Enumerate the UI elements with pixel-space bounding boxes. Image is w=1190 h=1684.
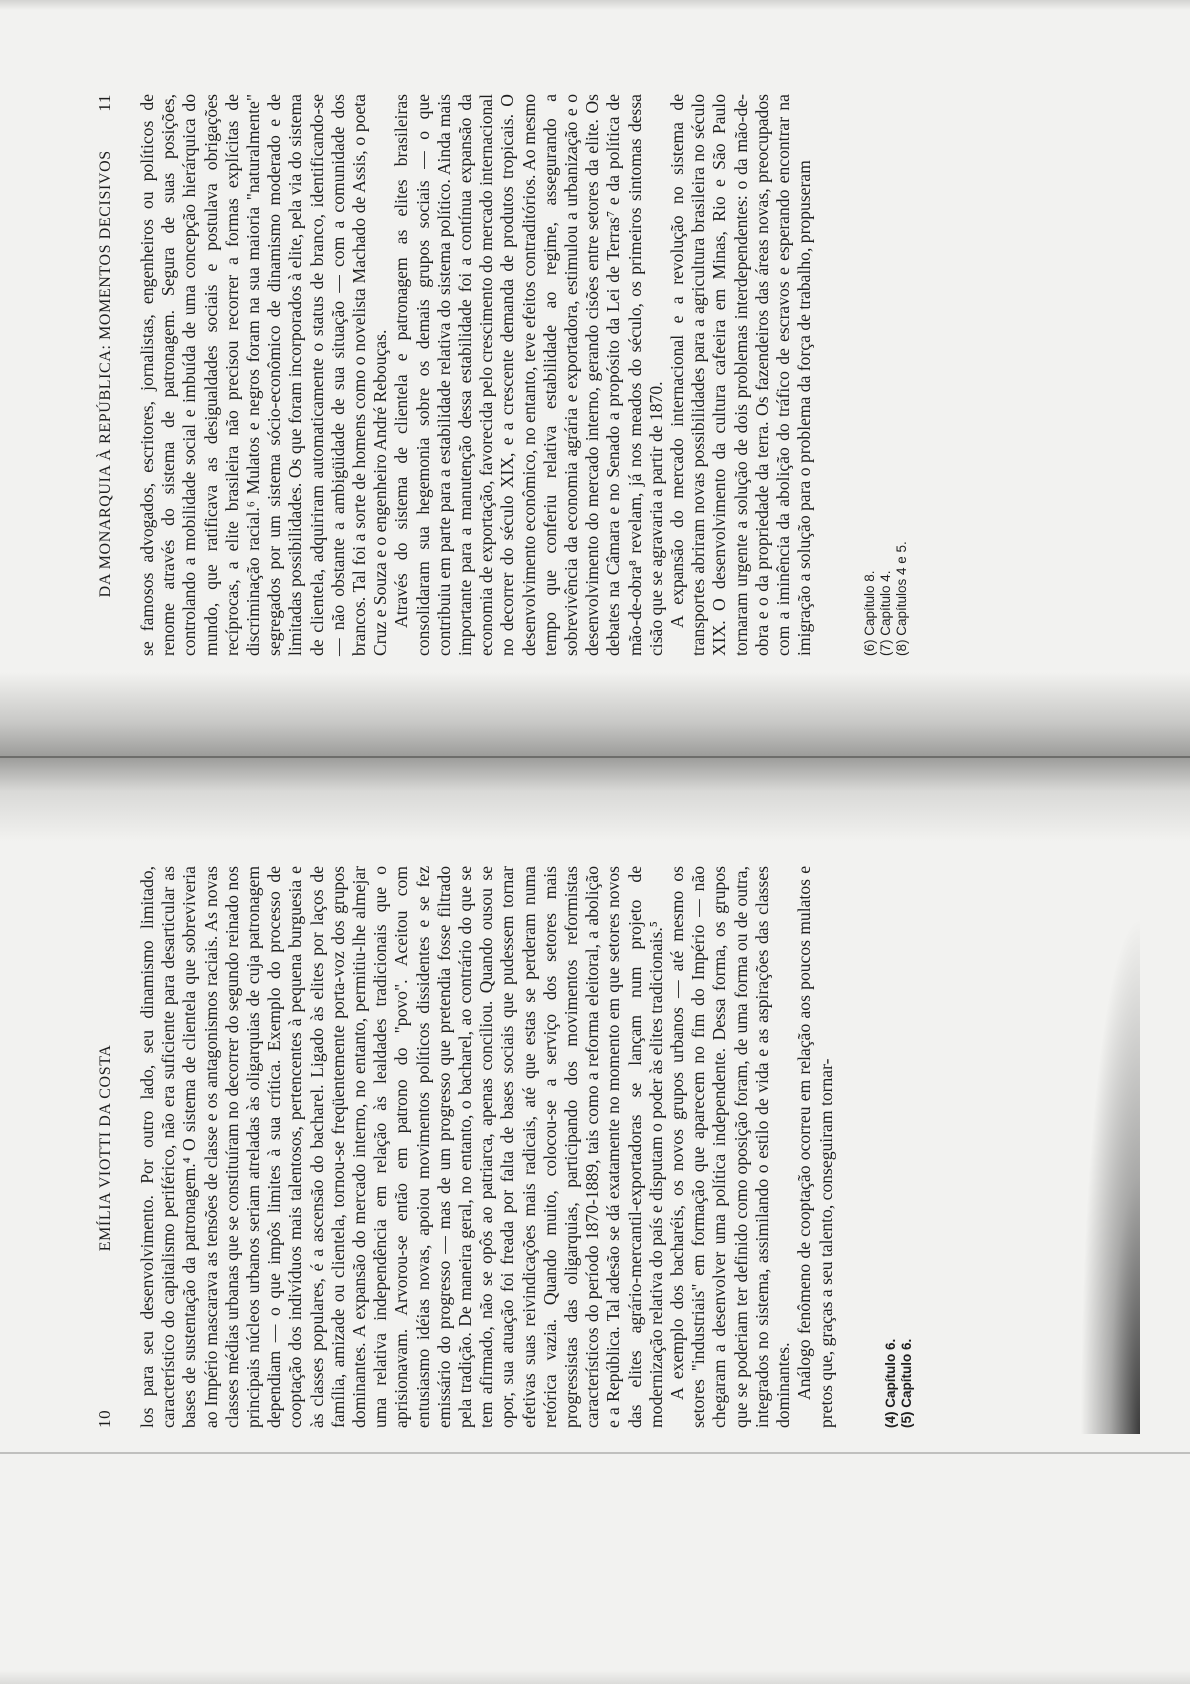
- left-page: [95, 866, 915, 1428]
- scan-shadow-bottom: [0, 1670, 1190, 1684]
- paragraph: los para seu desenvolvimento. Por outro lado, seu dinamismo limitado, característico do capitalismo periférico, não era suficiente para desarticular as bases de sustentação da patronagem.⁴ O sistema de clientela que sobreviveria ao Império mascarava as tensões de classe e os antagonismos raciais. As novas classes médias urbanas que se constituíram no decorrer do segundo reinado nos principais núcleos urbanos seriam atreladas às oligarquias de cuja patronagem dependiam — o que impôs limites à sua crítica. Exemplo do processo de cooptação dos indivíduos mais talentosos, pertencentes à pequena burguesia e às classes populares, é a ascensão do bacharel. Ligado às elites por laços de família, amizade ou clientela, tornou-se freqüentemente porta-voz dos grupos dominantes. A expansão do mercado interno, no entanto, permitiu-lhe almejar uma relativa independência em relação às lealdades tradicionais que o aprisionavam. Arvorou-se então em patrono do "povo". Aceitou com entusiasmo idéias novas, apoiou movimentos políticos dissidentes e se fez emissário do progresso — mas de um progresso que pretendia fosse filtrado pela tradição. De maneira geral, no entanto, o bacharel, ao contrário do que se tem afirmado, não se opôs ao patriarca, apenas conciliou. Quando ousou se opor, sua atuação foi freada por falta de bases sociais que pudessem tornar efetivas suas reivindicações mais radicais, até que estas se perderam numa retórica vazia. Quando muito, colocou-se a serviço dos setores mais progressistas das oligarquias, participando dos movimentos reformistas característicos do período 1870-1889, tais como a reforma eleitoral, a abolição e a República. Tal adesão se dá exatamente no momento em que setores novos das elites agrário-mercantil-exportadoras se lançam num projeto de modernização relativa do país e disputam o poder às elites tradicionais.⁵: [137, 866, 666, 1428]
- paragraph: A expansão do mercado internacional e a revolução no sistema de transportes abriram novas possibilidades para a agricultura brasileira no século XIX. O desenvolvimento da cultura cafeeira em Minas, Rio e São Paulo tornaram urgente a solução de dois problemas interdependentes: o da mão-de-obra e o da propriedade da terra. Os fazendeiros das áreas novas, preocupados com a iminência da abolição do tráfico de escravos e esperando encontrar na imigração a solução para o problema da força de trabalho, propuseram: [667, 94, 815, 656]
- paragraph: se famosos advogados, escritores, jornalistas, engenheiros ou políticos de renome através do sistema de patronagem. Segura de suas posições, controlando a mobilidade social e imbuída de uma concepção hierárquica do mundo, que ratificava as desigualdades sociais e postulava obrigações recíprocas, a elite brasileira não precisou recorrer a formas explícitas de discriminação racial.⁶ Mulatos e negros foram na sua maioria "naturalmente" segregados por um sistema sócio-econômico de dinamismo moderado e de limitadas possibilidades. Os que foram incorporados à elite, pela via do sistema de clientela, adquiriram automaticamente o status de branco, identificando-se — não obstante a ambigüidade de sua situação — com a comunidade dos brancos. Tal foi a sorte de homens como o novelista Machado de Assis, o poeta Cruz e Souza e o engenheiro André Rebouças.: [137, 94, 391, 656]
- page-edge: [0, 1452, 1190, 1454]
- footnote: (4) Capítulo 6.: [882, 1338, 898, 1428]
- left-page-header: [95, 866, 125, 1428]
- footnote: (7) Capítulo 4.: [877, 570, 893, 656]
- running-head: DA MONARQUIA À REPÚBLICA: MOMENTOS DECISIVOS: [97, 150, 114, 598]
- running-head: EMÍLIA VIOTTI DA COSTA: [97, 1044, 114, 1252]
- paragraph: Análogo fenômeno de cooptação ocorreu em relação aos poucos mulatos e pretos que, graças a seu talento, conseguiram tornar-: [794, 866, 836, 1428]
- left-footnotes: [883, 866, 915, 1428]
- page-number: 11: [95, 94, 114, 112]
- page-number: 10: [95, 1409, 114, 1428]
- left-page-text: [137, 866, 837, 1428]
- footnote: (6) Capítulo 8.: [861, 570, 877, 656]
- right-page-text: [137, 94, 816, 656]
- paragraph: A exemplo dos bacharéis, os novos grupos urbanos — até mesmo os setores "industriais" em formação que aparecem no fim do Império — não chegaram a desenvolver uma política independente. Dessa forma, os grupos que se poderiam ter definido como oposição foram, de uma forma ou de outra, integrados no sistema, assimilando o estilo de vida e as aspirações das classes dominantes.: [667, 866, 794, 1428]
- right-page: [95, 94, 910, 656]
- paragraph: Através do sistema de clientela e patronagem as elites brasileiras consolidaram sua hegemonia sobre os demais grupos sociais — o que contribuiu em parte para a estabilidade relativa do sistema político. Ainda mais importante para a manutenção dessa estabilidade foi a contínua expansão da economia de exportação, favorecida pelo crescimento do mercado internacional no decorrer do século XIX, e a crescente demanda de produtos tropicais. O desenvolvimento econômico, no entanto, teve efeitos contraditórios. Ao mesmo tempo que conferiu relativa estabilidade ao regime, assegurando a sobrevivência da economia agrária e exportadora, estimulou a urbanização e o desenvolvimento do mercado interno, gerando cisões entre setores da elite. Os debates na Câmara e no Senado a propósito da Lei de Terras⁷ e da política de mão-de-obra⁸ revelam, já nos meados do século, os primeiros sintomas dessa cisão que se agravaria a partir de 1870.: [391, 94, 666, 656]
- right-page-header: [95, 94, 125, 656]
- scan-shadow-corner: [1080, 914, 1140, 1434]
- gutter-fold-line: [0, 756, 1190, 758]
- right-footnotes: [862, 94, 910, 656]
- footnote: (8) Capítulos 4 e 5.: [893, 541, 909, 656]
- footnote: (5) Capítulo 6.: [898, 1338, 914, 1428]
